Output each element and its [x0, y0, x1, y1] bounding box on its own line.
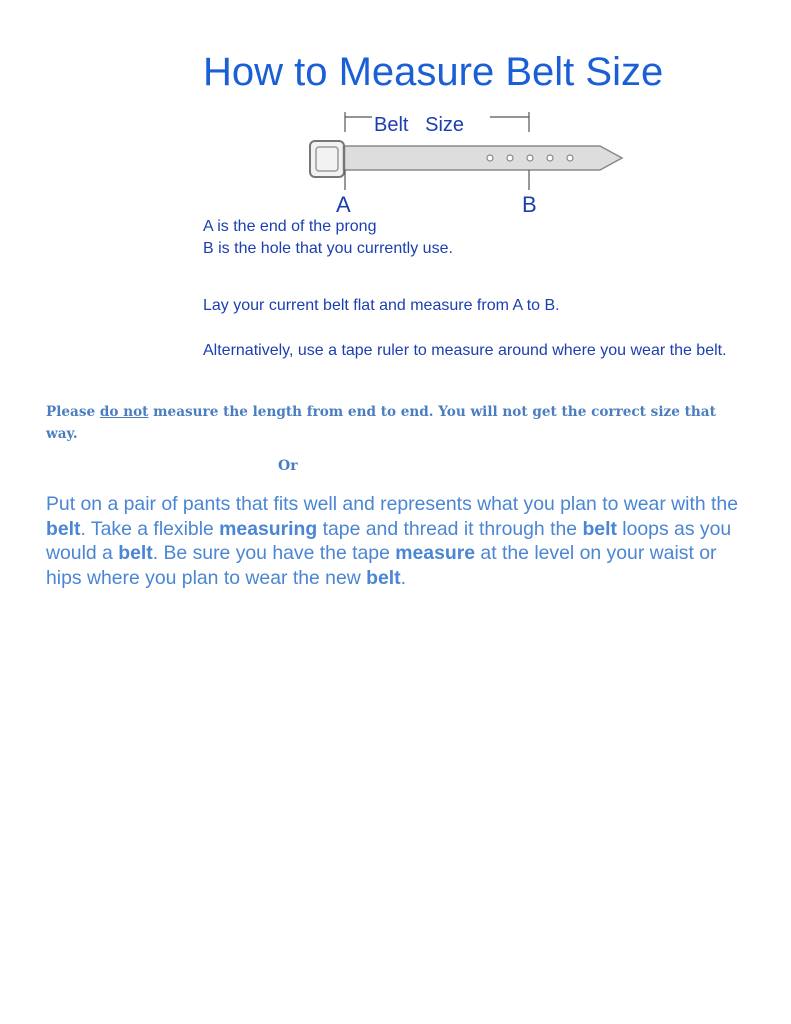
fit-bold: measuring [219, 517, 318, 540]
label-a: A [336, 192, 351, 217]
label-b: B [522, 192, 537, 217]
definition-b: B is the hole that you currently use. [203, 240, 453, 257]
definition-a: A is the end of the prong [203, 218, 377, 235]
fit-text: . Take a flexible [80, 517, 220, 540]
page-title: How to Measure Belt Size [203, 50, 664, 94]
or-divider: Or [278, 458, 298, 474]
belt-hole [527, 155, 533, 161]
fit-text: at the level on your waist or hips where you plan to wear the new [46, 542, 717, 589]
fit-text: loops as you would a [46, 517, 732, 564]
fit-paragraph [46, 492, 746, 590]
fit-text: tape and thread it through the [317, 517, 583, 540]
warning-post: measure the length from end to end. You will not get the correct size that way. [46, 404, 716, 442]
belt-hole [567, 155, 573, 161]
fit-text: . [400, 566, 407, 589]
instruction-alternative: Alternatively, use a tape ruler to measure around where you wear the belt. [203, 342, 727, 359]
instruction-lay-flat: Lay your current belt flat and measure from A to B. [203, 297, 560, 314]
warning-note [46, 401, 746, 445]
belt-diagram [300, 108, 640, 218]
warning-pre: Please [46, 404, 100, 420]
fit-bold: belt [46, 517, 81, 540]
fit-bold: belt [366, 566, 401, 589]
belt-size-label: Belt Size [374, 114, 465, 136]
belt-strap [338, 146, 622, 170]
warning-emphasis: do not [99, 404, 149, 420]
belt-hole [507, 155, 513, 161]
fit-bold: belt [118, 542, 153, 564]
belt-hole [487, 155, 493, 161]
fit-bold: belt [582, 517, 617, 540]
fit-text: . Be sure you have the tape [152, 542, 396, 564]
fit-bold: measure [395, 542, 476, 564]
belt-hole [547, 155, 553, 161]
fit-text: Put on a pair of pants that fits well and represents what you plan to wear with the [46, 493, 738, 515]
